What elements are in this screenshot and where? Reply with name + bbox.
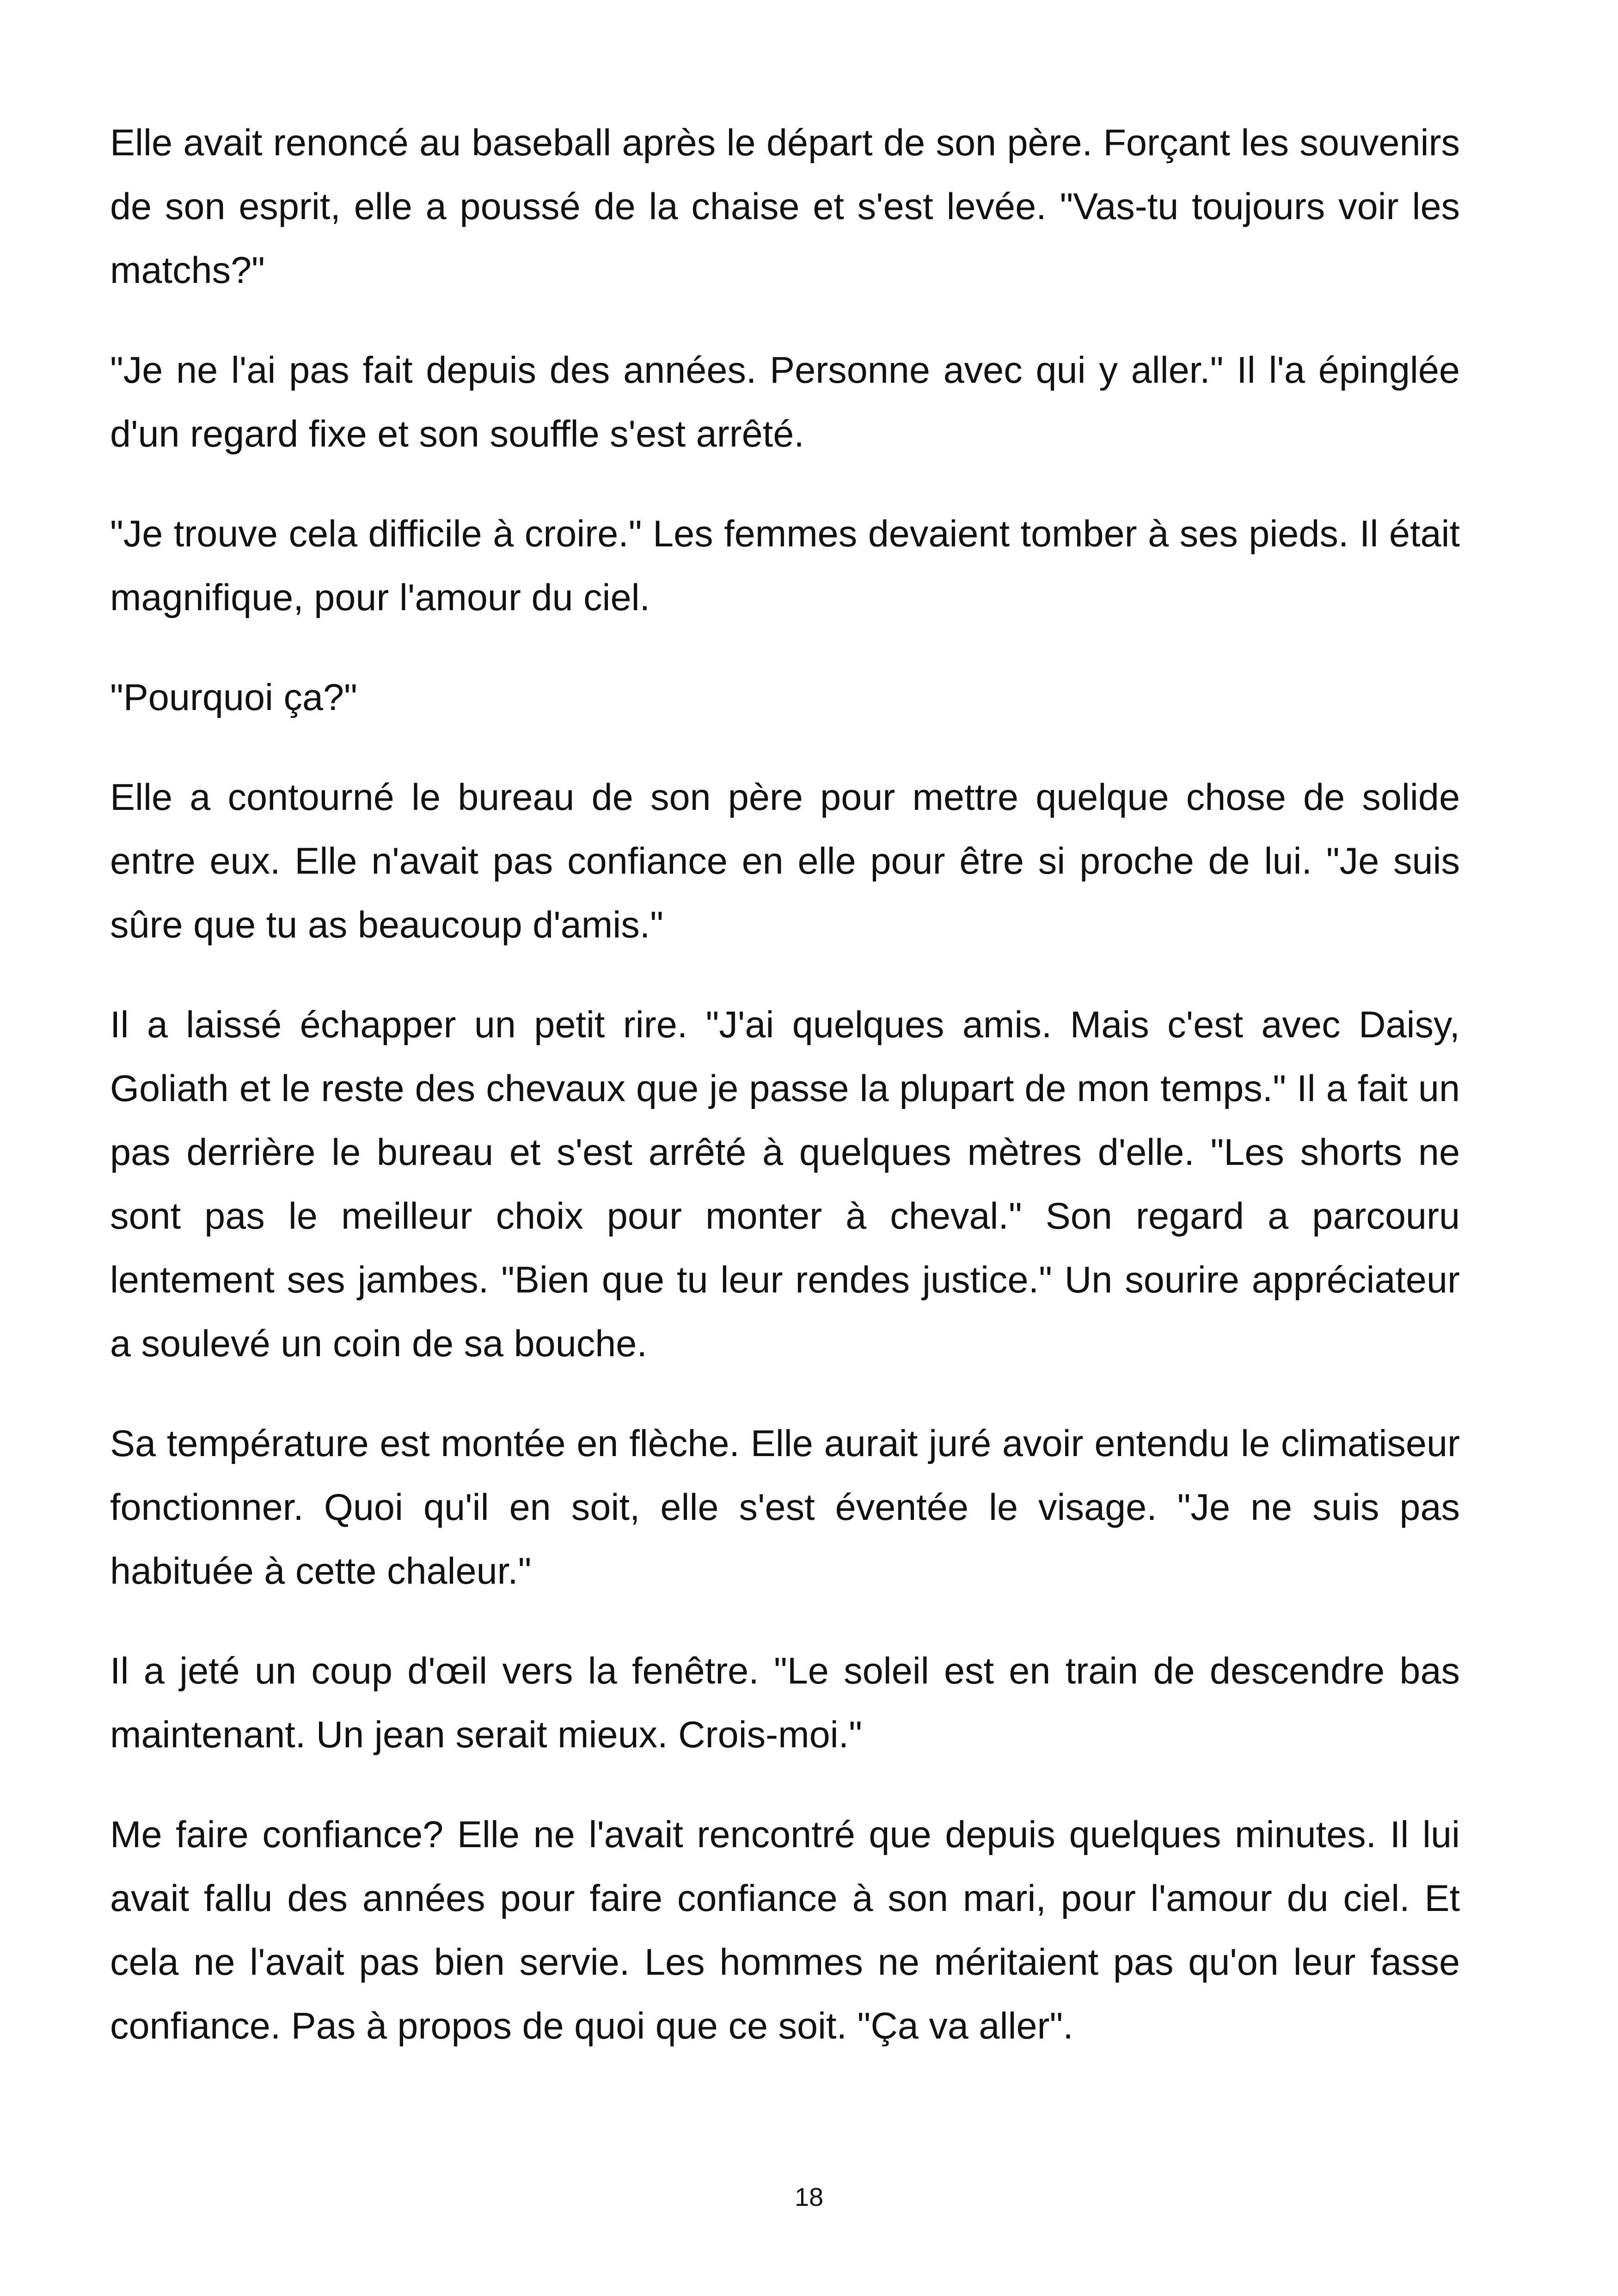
paragraph-3: "Je trouve cela difficile à croire." Les femmes devaient tomber à ses pieds. Il était magnifique, pour l'amour du ciel. bbox=[110, 513, 1460, 618]
paragraph-4: "Pourquoi ça?" bbox=[110, 677, 357, 718]
paragraph-2: "Je ne l'ai pas fait depuis des années. Personne avec qui y aller." Il l'a épinglée d'un regard fixe et son souffle s'est arrêté. bbox=[110, 349, 1460, 455]
body-text bbox=[110, 111, 1460, 2094]
paragraph-1: Elle avait renoncé au baseball après le départ de son père. Forçant les souvenirs de son esprit, elle a poussé de la chaise et s'est levée. "Vas-tu toujours voir les matchs?" bbox=[110, 122, 1460, 291]
paragraph-5: Elle a contourné le bureau de son père pour mettre quelque chose de solide entre eux. Elle n'avait pas confiance en elle pour être si proche de lui. "Je suis sûre que tu as beaucoup d'amis." bbox=[110, 777, 1460, 946]
paragraph-9: Me faire confiance? Elle ne l'avait rencontré que depuis quelques minutes. Il lui avait fallu des années pour faire confiance à son mari, pour l'amour du ciel. Et cela ne l'avait pas bien servie. Les hommes ne méritaient pas qu'on leur fasse confiance. Pas à propos de quoi que ce soit. "Ça va aller". bbox=[110, 1814, 1460, 2047]
paragraph-8: Il a jeté un coup d'œil vers la fenêtre. "Le soleil est en train de descendre bas maintenant. Un jean serait mieux. Crois-moi." bbox=[110, 1650, 1460, 1756]
paragraph-6: Il a laissé échapper un petit rire. "J'ai quelques amis. Mais c'est avec Daisy, Goliath et le reste des chevaux que je passe la plupart de mon temps." Il a fait un pas derrière le bureau et s'est arrêté à quelques mètres d'elle. "Les shorts ne sont pas le meilleur choix pour monter à cheval." Son regard a parcouru lentement ses jambes. "Bien que tu leur rendes justice." Un sourire appréciateur a soulevé un coin de sa bouche. bbox=[110, 1004, 1460, 1365]
paragraph-7: Sa température est montée en flèche. Elle aurait juré avoir entendu le climatiseur fonctionner. Quoi qu'il en soit, elle s'est éventée le visage. "Je ne suis pas habituée à cette chaleur." bbox=[110, 1423, 1460, 1592]
page-number: 18 bbox=[794, 2182, 824, 2211]
